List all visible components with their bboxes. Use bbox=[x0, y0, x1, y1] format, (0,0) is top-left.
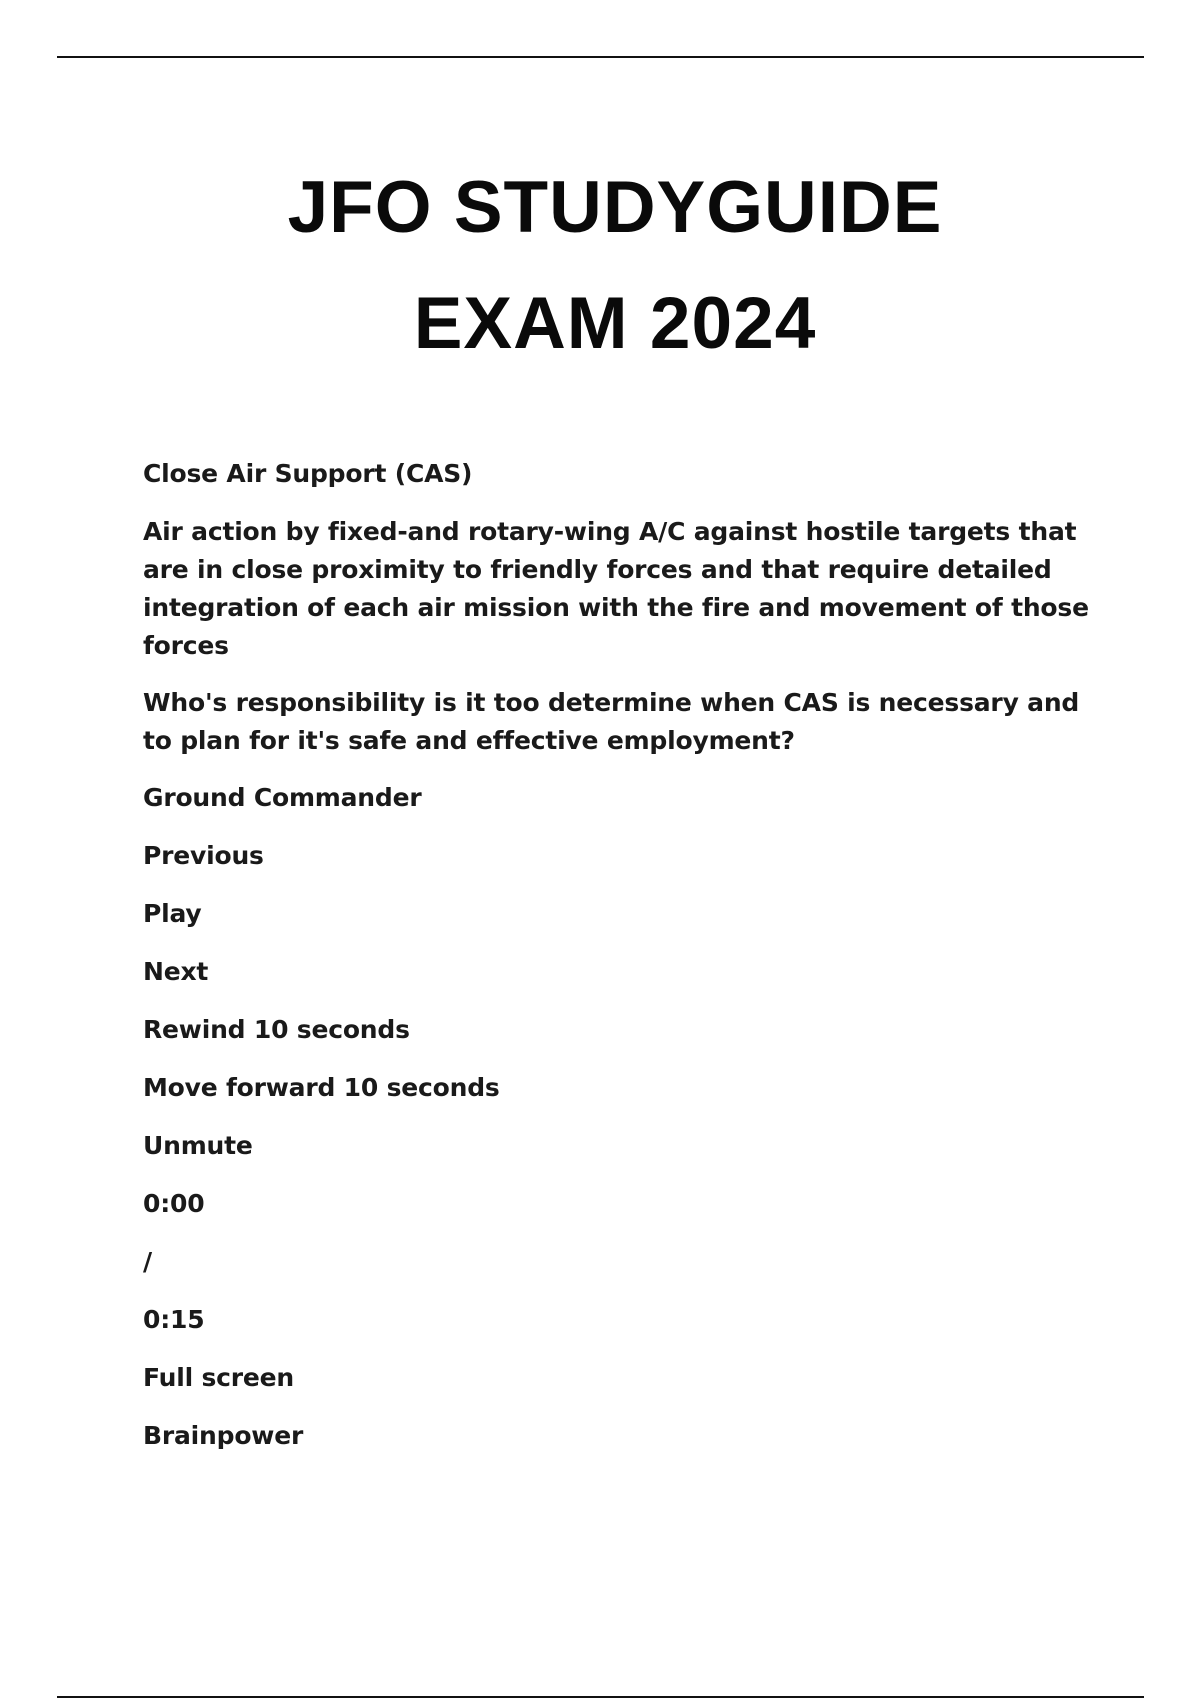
current-time: 0:00 bbox=[143, 1189, 205, 1218]
title-line-2: EXAM 2024 bbox=[413, 283, 817, 364]
page-title bbox=[0, 150, 1200, 382]
fullscreen-label: Full screen bbox=[143, 1363, 295, 1392]
forward-label: Move forward 10 seconds bbox=[143, 1073, 500, 1102]
document-body bbox=[143, 455, 1103, 1475]
answer-text: Ground Commander bbox=[143, 783, 422, 812]
rewind-label: Rewind 10 seconds bbox=[143, 1015, 410, 1044]
time-separator: / bbox=[143, 1247, 152, 1276]
bottom-rule bbox=[57, 1696, 1144, 1698]
top-rule bbox=[57, 56, 1144, 58]
unmute-label: Unmute bbox=[143, 1131, 253, 1160]
next-label: Next bbox=[143, 957, 209, 986]
term-heading: Close Air Support (CAS) bbox=[143, 459, 473, 488]
previous-label: Previous bbox=[143, 841, 264, 870]
term-definition: Air action by fixed-and rotary-wing A/C against hostile targets that are in close proximity to friendly forces and that require detailed integration of each air mission with the fire and movement of those forces bbox=[143, 517, 1089, 660]
brand-label: Brainpower bbox=[143, 1421, 304, 1450]
play-label: Play bbox=[143, 899, 202, 928]
question-text: Who's responsibility is it too determine when CAS is necessary and to plan for it's safe and effective employment? bbox=[143, 688, 1080, 755]
duration-time: 0:15 bbox=[143, 1305, 205, 1334]
title-line-1: JFO STUDYGUIDE bbox=[287, 167, 943, 248]
